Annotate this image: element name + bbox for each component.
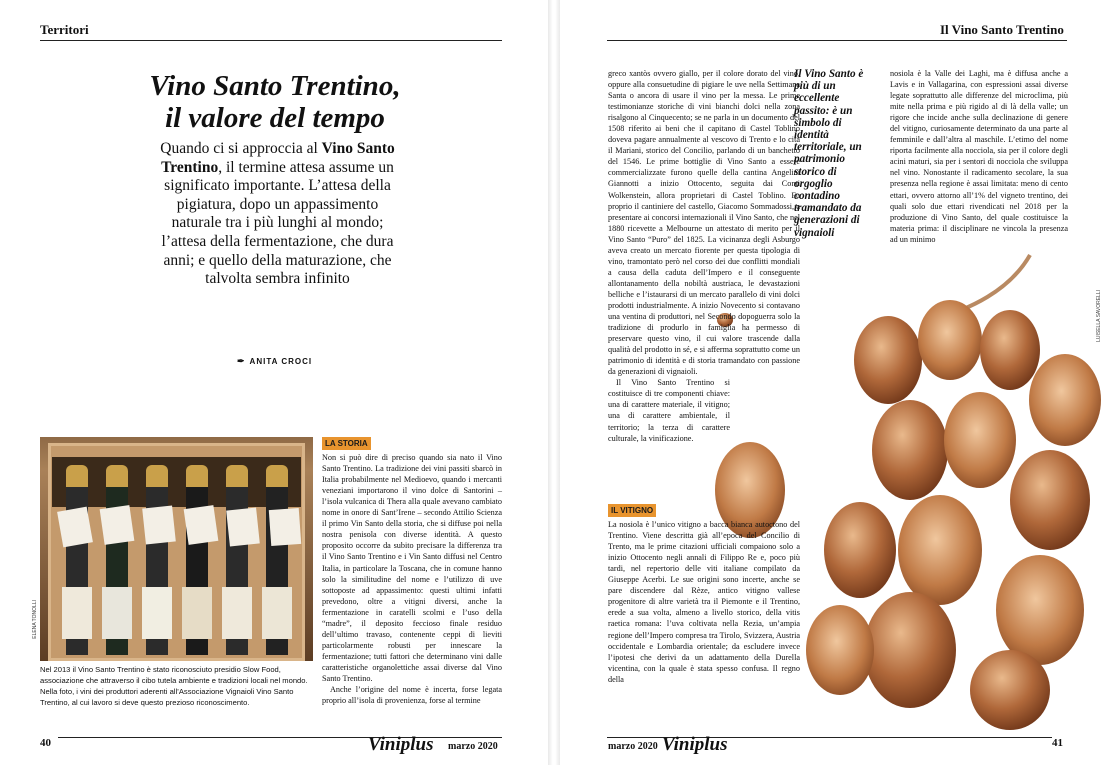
bottle-label [222,587,252,639]
body-paragraph: Non si può dire di preciso quando sia nato il Vino Santo Trentino. La tradizione dei vini passiti sbarcò in Italia probabilmente nel Medioevo, quando i mercanti veneziani importarono il vino dolce di Santorini – l’isola vulcanica di Thera alla quale avevano cambiato nome in onore di Sant’Irene – secondo Attilio Scienza il primo Vin Santo della storia, che si diffuse poi nella nostra penisola con diverse identità. A questo proposito occorre da subito precisare la differenza tra il Vino Santo Trentino e i Vin Santo diffusi nel Centro Italia, in particolare la Toscana, che in comune hanno solo la similitudine del nome e l’utilizzo di uve sottoposte ad appassimento: questi ultimi infatti prevedono, oltre a vitigni diversi, anche la fermentazione in caratelli scolmi e l’uso della “madre”, il deposito feccioso finale residuo dell’ultimo travaso, contenente ceppi di lieviti particolarmente robusti per innescare la fermentazione; tutti fattori che determinano vini dalle caratteristiche organolettiche assai diverse dal Vino Santo Trentino. [322,453,502,683]
bottle-label [102,587,132,639]
box-shadow [52,457,301,507]
bottle-cap [226,465,248,487]
bottle-cap [66,465,88,487]
intro-before: Quando ci si approccia al [160,140,322,157]
title-line-1: Vino Santo Trentino, [149,70,401,102]
footer-rule [58,737,502,738]
right-column-1 [608,68,800,444]
hang-tag [100,505,135,545]
right-column-3 [890,68,1068,245]
author-byline [237,356,312,367]
bottle-cap [266,465,288,487]
issue-date: marzo 2020 [448,741,498,752]
page-number: 40 [40,737,51,749]
magazine-logo: Viniplus [662,734,728,755]
left-page [0,0,548,765]
body-paragraph: Anche l’origine del nome è incerta, forse legata proprio all’isola di provenienza, forse al termine [322,685,502,706]
bottle-label [62,587,92,639]
grape [864,592,956,708]
grape [980,310,1040,390]
grape [854,316,922,404]
intro-text [150,140,405,289]
section-label: LA STORIA [322,437,371,450]
bottle-label [262,587,292,639]
grape [918,300,982,380]
bottle-cap [146,465,168,487]
grape [872,400,948,500]
body-paragraph: Il Vino Santo Trentino si costituisce di tre componenti chiave: una di carattere materiale, il vitigno; una di carattere ambientale, il territorio; la terza di carattere culturale, la vinificazione. [608,378,730,443]
section-header: Il Vino Santo Trentino [940,22,1064,37]
grape [1010,450,1090,550]
bottle-cap [106,465,128,487]
article-title [110,70,440,134]
hang-tag [142,506,176,545]
issue-date: marzo 2020 [608,741,658,752]
header-rule [40,40,502,41]
spine-gutter [548,0,560,765]
hang-tag [57,507,93,548]
body-paragraph: nosiola è la Valle dei Laghi, ma è diffusa anche a Lavis e in Vallagarina, con espressioni assai diverse legate soprattutto alle differenze del microclima, più mite nella prima e più rigido al di là della valle; un rigore che incide anche sulla declinazione di genere del vitigno, curiosamente determinato da una parte al femminile e dall’altra al maschile. L’etimo del nome riporta facilmente alla nocciola, sia per il colore degli acini maturi, sia per i sentori di nocciola che sviluppa nel vino. Nonostante il radicamento secolare, la sua presenza nella regione è assai limitata: meno di cento ettari, ovvero attorno all’1% del vigneto trentino, dei quali solo due ettari rivendicati nel 2018 per la produzione di Vino Santo, del quale costituisce la materia prima: il disciplinare ne vincola la presenza ad un minimo [890,69,1068,244]
hang-tag [269,508,301,546]
vitigno-column [608,504,800,685]
bottle-cap [186,465,208,487]
body-paragraph: greco xantòs ovvero giallo, per il colore dorato del vino, oppure alla consuetudine di pigiare le uve nella Settimana Santa o ancora di usare il vino per la messa. Le prime testimonianze storiche di vini bianchi dolci nella zona risalgono al Cinquecento; se ne parla in un documento del 1508 riferito ai beni che il capitano di Castel Toblino doveva pagare annualmente al vescovo di Trento e lo cita il Mariani, storico del Concilio, parlando di un banchetto del 1546. Le prime bottiglie di Vino Santo a essere commercializzate furono quelle della cantina Angelini Giannotti a inizio Ottocento, seguita dai Conti Wolkenstein, allora proprietari di Castel Toblino. Fu proprio il cantiniere del castello, Giacomo Sommadossi, a presentare ai concorsi internazionali il Vino Santo, che nel 1880 ricevette a Melbourne un attestato di merito per il Vino Santo “Puro” del 1825. La vicinanza degli Asburgo aveva creato un mercato fiorente per questa tipologia di vino, tramontato però nel corso dei due conflitti mondiali a causa della caduta dell’Impero e il conseguente allontanamento della nobiltà austriaca, le devastazioni belliche e l’istaurarsi di un mercato parallelo di vini dolci prodotti industrialmente. A inizio Novecento si contavano una ventina di produttori, nel Secondo dopoguerra solo la tradizione di produrlo in famiglia ha permesso di preservare questo vino, il cui valore trascende dalla qualità del prodotto in sé, e si afferma soprattutto come un patrimonio di identità e di storia tramandato con passione da generazioni di vignaioli. [608,69,800,377]
wine-box-photo [40,437,313,661]
grape [996,555,1084,665]
magazine-logo: Viniplus [368,734,434,755]
grape [824,502,896,598]
author-name: ANITA CROCI [249,357,313,366]
intro-after: , il termine attesa assume un significato importante. L’attesa della pigiatura, dopo un appassimento naturale tra i più lunghi al mondo; l’attesa della fermentazione, che dura anni; e quello della maturazione, che talvolta sembra infinito [161,158,394,288]
section-header: Territori [40,22,89,37]
bottle-label [142,587,172,639]
hang-tag [226,508,260,547]
bottle-label [182,587,212,639]
photo-caption: Nel 2013 il Vino Santo Trentino è stato riconosciuto presidio Slow Food, associazione che attraverso il cibo tutela ambiente e tradizioni locali nel mondo. Nella foto, i vini dei produttori aderenti all’Associazione Vignaioli Vino Santo Trentino, al cui lavoro si deve questo prezioso riconoscimento. [40,665,308,707]
body-paragraph: La nosiola è l’unico vitigno a bacca bianca autoctono del Trentino. Viene descritta già all’epoca del Concilio di Trento, ma le prime citazioni ufficiali compaiono solo a inizio Ottocento negli annali di Filippo Re e, poco più tardi, nel repertorio delle viti italiane compilato da Giuseppe Acerbi. Le sue origini sono incerte, anche se pare discendere dal Rèze, antico vitigno vallese progenitore di altre varietà tra il Piemonte e il Trentino, erede a sua volta, almeno a livello storico, della vitis raetica romana: l’uva coltivata nella Rezia, un’ampia regione dell’Impero compresa tra Tirolo, Svizzera, Austria occidentale e Lombardia orientale; da escludere invece l’ipotesi che derivi da un adattamento della Durella vicentina, con la quale è stata spesso confusa. Il regno della [608,520,800,684]
page-number: 41 [1052,737,1063,749]
header-rule [607,40,1067,41]
pen-icon: ✒ [237,356,246,366]
photo-credit: ELENA TONOLLI [32,600,38,639]
grape [944,392,1016,488]
grape [806,605,874,695]
grape [1029,354,1101,446]
la-storia-column [322,437,502,706]
pull-quote: Il Vino Santo è più di un eccellente passito: è un simbolo di identità territoriale, un patrimonio storico di orgoglio contadino tramandato da generazioni di vignaioli [794,68,864,239]
intro-bold: Vino Santo Trentino [161,140,395,176]
photo-credit: LUISELLA SAVORELLI [1096,290,1102,342]
grape [970,650,1050,730]
hang-tag [184,505,219,545]
title-line-2: il valore del tempo [165,102,385,134]
grape [898,495,982,605]
section-label: IL VITIGNO [608,504,656,517]
